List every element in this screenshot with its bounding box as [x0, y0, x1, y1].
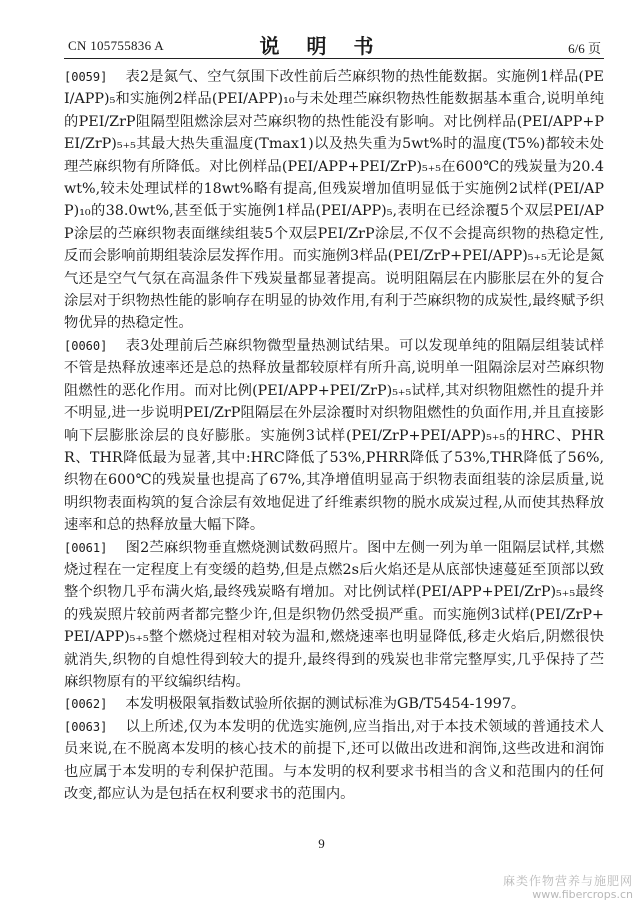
paragraph-0062	[64, 693, 604, 715]
watermark-url: www.fibercrops.cn	[532, 888, 633, 901]
document-body	[64, 66, 604, 805]
paragraph-number: [0061]	[64, 540, 108, 555]
paragraph-text: 图2苎麻织物垂直燃烧测试数码照片。图中左侧一列为单一阻隔层试样,其燃烧过程在一定程度上有变缓的趋势,但是点燃2s后火焰还是从底部快速蔓延至顶部以致整个织物几乎布满火焰,最终残炭略有增加。对比例试样(PEI/APP+PEI/ZrP)₅₊₅最终的残炭照片较前两者都完整少许,但是织物仍然受损严重。而实施例3试样(PEI/ZrP+PEI/APP)₅₊₅整个燃烧过程相对较为温和,燃烧速率也明显降低,移走火焰后,阴燃很快就消失,织物的自熄性得到较大的提升,最终得到的残炭也非常完整厚实,几乎保持了苎麻织物原有的平纹编织结构。	[64, 539, 604, 690]
paragraph-text: 以上所述,仅为本发明的优选实施例,应当指出,对于本技术领域的普通技术人员来说,在不脱离本发明的核心技术的前提下,还可以做出改进和润饰,这些改进和润饰也应属于本发明的专利保护范围。与本发明的权利要求书相当的含义和范围内的任何改变,都应认为是包括在权利要求书的范围内。	[64, 718, 604, 802]
paragraph-text: 表2是氮气、空气氛围下改性前后苎麻织物的热性能数据。实施例1样品(PEI/APP)₅和实施例2样品(PEI/APP)₁₀与未处理苎麻织物热性能数据基本重合,说明单纯的PEI/ZrP阻隔型阻燃涂层对苎麻织物的热性能没有影响。对比例样品(PEI/APP+PEI/ZrP)₅₊₅其最大热失重温度(Tmax1)以及热失重为5wt%时的温度(T5%)都较未处理苎麻织物有所降低。对比例样品(PEI/APP+PEI/ZrP)₅₊₅在600℃的残炭量为20.4wt%,较未处理试样的18wt%略有提高,但残炭增加值明显低于实施例2试样(PEI/APP)₁₀的38.0wt%,甚至低于实施例1样品(PEI/APP)₅,表明在已经涂覆5个双层PEI/APP涂层的苎麻织物表面继续组装5个双层PEI/ZrP涂层,不仅不会提高织物的热稳定性,反而会影响前期组装涂层发挥作用。而实施例3样品(PEI/ZrP+PEI/APP)₅₊₅无论是氮气还是空气气氛在高温条件下残炭量都显著提高。说明阻隔层在内膨胀层在外的复合涂层对于织物热性能的影响存在明显的协效作用,有利于苎麻织物的成炭性,最终赋予织物优异的热稳定性。	[64, 69, 604, 332]
watermark-site-name: 麻类作物营养与施肥网	[502, 874, 633, 888]
document-header	[0, 0, 643, 60]
page-title: 说 明 书	[259, 34, 384, 58]
paragraph-number: [0062]	[64, 697, 108, 712]
paragraph-number: [0063]	[64, 719, 108, 734]
paragraph-text: 表3处理前后苎麻织物微型量热测试结果。可以发现单纯的阻隔层组装试样不管是热释放速率还是总的热释放量都较原样有所升高,说明单一阻隔涂层对苎麻织物阻燃性的恶化作用。而对比例(PEI/APP+PEI/ZrP)₅₊₅试样,其对织物阻燃性的提升并不明显,进一步说明PEI/ZrP阻隔层在外层涂覆时对织物阻燃性的负面作用,并且直接影响下层膨胀涂层的良好膨胀。实施例3试样(PEI/ZrP+PEI/APP)₅₊₅的HRC、PHRR、THR降低最为显著,其中:HRC降低了53%,PHRR降低了53%,THR降低了56%,织物在600℃的残炭量也提高了67%,其净增值明显高于织物表面组装的涂层质量,说明织物表面构筑的复合涂层有效地促进了纤维素织物的脱水成炭过程,从而使其热释放速率和总的热释放量大幅下降。	[64, 337, 604, 534]
paragraph-text: 本发明极限氧指数试验所依据的测试标准为GB/T5454-1997。	[125, 696, 526, 713]
paragraph-0059	[64, 66, 604, 335]
paragraph-number: [0059]	[64, 70, 108, 84]
patent-number: CN 105755836 A	[68, 38, 164, 53]
paragraph-0063	[64, 716, 604, 806]
site-watermark	[503, 874, 633, 902]
page-number: 9	[318, 836, 325, 851]
paragraph-number: [0060]	[64, 338, 108, 353]
header-rule	[64, 58, 604, 59]
paragraph-0061	[64, 537, 604, 694]
paragraph-0060	[64, 335, 604, 537]
page-count: 6/6 页	[568, 41, 601, 56]
